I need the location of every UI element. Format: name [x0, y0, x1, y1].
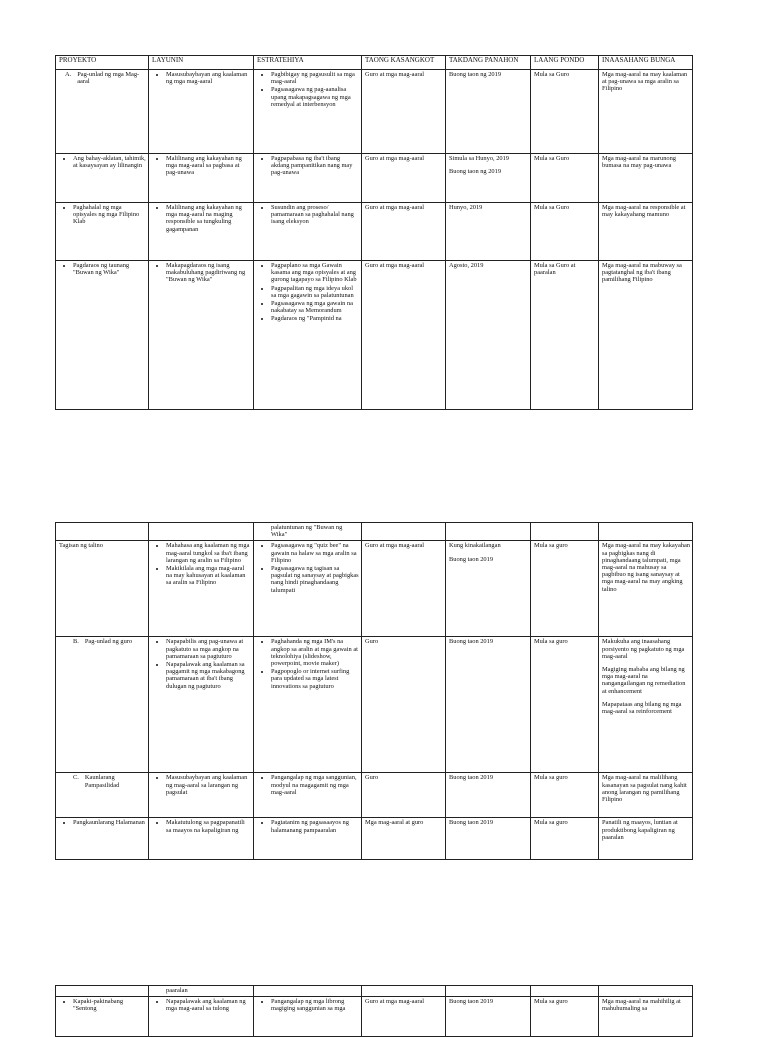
list-item: • Masusubaybayan ang kaalaman ng mga mag-aaral [166, 71, 251, 85]
estratehiya-cell [254, 541, 362, 637]
takdang-text: Buong taon ng 2019 [449, 168, 502, 176]
proyekto-cell [56, 70, 149, 154]
inaasahan-cell [599, 637, 693, 773]
inaasahan-cell: Panatili ng maayos, luntian at produktibong kapaligiran ng paaralan [599, 818, 693, 860]
list-item: • Paghahanda ng mga IM's na angkop sa aralin at mga gawain at teknolohiya (slideshow, powerpoint, movie maker) [271, 638, 359, 667]
list-item: • Napapalawak ang kaalaman sa paggamit ng mga makabagong pamamaraan at iba't ibang dulugan ng pagtuturo [166, 661, 251, 690]
table-row [56, 818, 693, 860]
list-item: • Masusubaybayan ang kaalaman ng mag-aaral sa larangan ng pagsulat [166, 774, 251, 796]
estratehiya-cell [254, 261, 362, 410]
header-proyekto: PROYEKTO [56, 56, 149, 70]
estratehiya-cell [254, 997, 362, 1037]
document-page-2 [0, 488, 768, 982]
laang-cell: Mula sa guro [531, 997, 599, 1037]
table-row [56, 154, 693, 203]
proyekto-cell [56, 154, 149, 203]
proyekto-text: • Paghahalal ng mga opisyales ng mga Filipino Klab [73, 204, 146, 226]
estratehiya-continuation [254, 523, 362, 541]
takdang-text: Hunyo, 2019 [449, 204, 483, 211]
takdang-text: Buong taon 2019 [449, 774, 494, 782]
inaasahan-text: Mapapataas ang bilang ng mga mag-aaral sa reinforcement [602, 700, 682, 716]
header-takdang-panahon: TAKDANG PANAHON [446, 56, 531, 70]
section-marker: B. [73, 638, 79, 646]
layunin-cell [149, 773, 254, 818]
layunin-cell [149, 818, 254, 860]
proyekto-text: • Kapaki-pakinabang "Sentong [73, 998, 146, 1012]
inaasahan-cell: Mga mag-aaral na responsible at may kakayahang mamuno [599, 203, 693, 261]
proyekto-cell [56, 818, 149, 860]
takdang-cell [446, 261, 531, 410]
laang-cell: Mula sa guro [531, 637, 599, 773]
taong-cell: Guro at mga mag-aaral [362, 997, 446, 1037]
list-item: • Makatutulong sa pagpapanatili sa maayos na kapaligiran ng [166, 819, 251, 833]
takdang-cell [446, 70, 531, 154]
table-row [56, 997, 693, 1037]
takdang-text: Buong taon 2019 [449, 555, 494, 563]
estratehiya-cell [254, 203, 362, 261]
list-item: • Pagpopoglo or internet surfing para updated sa mga latest innovations sa pagtuturo [271, 668, 359, 690]
takdang-text: Buong taon 2019 [449, 998, 494, 1006]
table-header-row [56, 56, 693, 70]
proyekto-text: Kaunlarang Pampasilidad [84, 774, 120, 789]
takdang-text: Buong taon 2019 [449, 819, 494, 827]
proyekto-text: • Ang bahay-aklatan, tahimik, at kasaysayan ay lilinangin [73, 155, 146, 169]
proyekto-text: Pag-unlad ng mga Mag-aaral [77, 71, 140, 86]
layunin-cell [149, 154, 254, 203]
proyekto-cell [56, 637, 149, 773]
continuation-row [56, 523, 693, 541]
takdang-text: Agosto, 2019 [449, 262, 484, 269]
takdang-cell [446, 818, 531, 860]
table-row [56, 203, 693, 261]
estratehiya-cell [254, 773, 362, 818]
taong-cell: Guro at mga mag-aaral [362, 203, 446, 261]
header-laang-pondo: LAANG PONDO [531, 56, 599, 70]
laang-cell: Mula sa guro [531, 541, 599, 637]
layunin-cell [149, 637, 254, 773]
plan-table-page-2 [55, 522, 693, 860]
list-item: • Pagtatanim ng pagsasaayos ng halamanang pampaaralan [271, 819, 359, 833]
continuation-text: palatuntunan ng "Buwan ng Wika" [271, 524, 343, 539]
section-marker: C. [73, 774, 79, 782]
list-item: • Malilinang ang kakayahan ng mga mag-aaral sa pagbasa at pag-unawa [166, 155, 251, 177]
taong-cell: Guro [362, 773, 446, 818]
laang-cell: Mula sa Guro [531, 203, 599, 261]
list-item: • Napapabilis ang pag-unawa at pagkatuto sa mga angkop na pamamaraan sa pagtuturo [166, 638, 251, 660]
header-taong-kasangkot: TAONG KASANGKOT [362, 56, 446, 70]
inaasahan-text: Magiging mababa ang bilang ng mga mag-aaral na nangangailangan ng remediation at enhancement [602, 666, 686, 695]
list-item: • Makikilala ang mga mag-aaral na may kahusayan at kaalaman sa aralin sa Filipino [166, 565, 251, 587]
inaasahan-cell: Mga mag-aaral na mahihilig at mahuhumaling sa [599, 997, 693, 1037]
inaasahan-cell: Mga mag-aaral na may kaalaman at pag-unawa sa mga aralin sa Filipino [599, 70, 693, 154]
laang-cell: Mula sa Guro [531, 70, 599, 154]
layunin-cell [149, 541, 254, 637]
plan-table-page-3 [55, 985, 693, 1037]
inaasahan-cell: Mga mag-aaral na marunong bumasa na may pag-unawa [599, 154, 693, 203]
estratehiya-cell [254, 637, 362, 773]
list-item: • Malilinang ang kakayahan ng mga mag-aaral na maging responsible sa tungkuling gagampanan [166, 204, 251, 233]
table-row [56, 773, 693, 818]
takdang-cell [446, 773, 531, 818]
proyekto-cell [56, 773, 149, 818]
takdang-cell [446, 997, 531, 1037]
taong-cell: Guro at mga mag-aaral [362, 154, 446, 203]
takdang-cell [446, 203, 531, 261]
document-page-1 [0, 0, 768, 488]
estratehiya-cell [254, 154, 362, 203]
estratehiya-cell [254, 70, 362, 154]
inaasahan-text: Makukuha ang inaasahang porsiyento ng pagkatuto ng mga mag-aaral [602, 638, 685, 660]
proyekto-text: Pag-unlad ng guro [84, 638, 133, 646]
laang-cell: Mula sa Guro at paaralan [531, 261, 599, 410]
takdang-cell [446, 637, 531, 773]
table-row [56, 70, 693, 154]
continuation-row [56, 986, 693, 997]
laang-cell: Mula sa guro [531, 818, 599, 860]
takdang-text: Buong taon 2019 [449, 638, 494, 646]
takdang-text: Kung kinakailangan [449, 542, 501, 550]
takdang-cell [446, 154, 531, 203]
list-item: • Pagsasagawa ng pag-aanalisa upang makapagsagawa ng mga remedyal at interbensyon [271, 86, 359, 108]
header-layunin: LAYUNIN [149, 56, 254, 70]
header-estratehiya: ESTRATEHIYA [254, 56, 362, 70]
proyekto-cell [56, 261, 149, 410]
layunin-cell [149, 261, 254, 410]
proyekto-text: • Pangkaunlarang Halamanan [73, 819, 146, 826]
list-item: • Pagpapabasa ng iba't ibang akdang pampanitikan nang may pag-unawa [271, 155, 359, 177]
list-item: • Pagdaraos ng "Pampinid na [271, 315, 359, 322]
proyekto-text: • Pagdaraos ng taunang "Buwan ng Wika" [73, 262, 146, 276]
laang-cell: Mula sa Guro [531, 154, 599, 203]
table-row [56, 637, 693, 773]
list-item: • Pagsasagawa ng mga gawain na nakabatay sa Memorandum [271, 300, 359, 314]
list-item: • Susundin ang proseso/ pamamaraan sa paghahalal nang isang eleksyon [271, 204, 359, 226]
layunin-cell [149, 203, 254, 261]
list-item: • Makapagdaraos ng isang makabuluhang pagdiriwang ng "Buwan ng Wika" [166, 262, 251, 284]
list-item: • Napapalawak ang kaalaman ng mga mag-aaral sa tulong [166, 998, 251, 1012]
takdang-text: Buong taon ng 2019 [449, 71, 502, 78]
table-row [56, 261, 693, 410]
takdang-text: Simula sa Hunyo, 2019 [449, 155, 509, 162]
layunin-cell [149, 70, 254, 154]
estratehiya-cell [254, 818, 362, 860]
inaasahan-cell: Mga mag-aaral na malilihang kasanayan sa pagsulat nang kahit anong larangan ng pamilihang Filipino [599, 773, 693, 818]
continuation-text: paaralan [166, 987, 188, 994]
list-item: • Pagpaplano sa mga Gawain kasama ang mga opisyales at ang gurong tagapayo sa Filipino Klab [271, 262, 359, 284]
list-item: • Pangangalap ng mga sanggunian, modyul na magagamit ng mga mag-aaral [271, 774, 359, 796]
proyekto-cell [56, 203, 149, 261]
list-item: • Pagpapalitan ng mga ideya ukol sa mga gagawin sa palatuntunan [271, 285, 359, 299]
taong-cell: Guro at mga mag-aaral [362, 261, 446, 410]
taong-cell: Mga mag-aaral at guro [362, 818, 446, 860]
document-page-3 [0, 982, 768, 1024]
plan-table-page-1 [55, 55, 693, 410]
header-inaasahang-bunga: INAASAHANG BUNGA [599, 56, 693, 70]
takdang-cell [446, 541, 531, 637]
table-row [56, 541, 693, 637]
taong-cell: Guro [362, 637, 446, 773]
inaasahan-cell: Mga mag-aaral na mabuway sa pagtatanghal ng iba't ibang pamilihang Filipino [599, 261, 693, 410]
section-marker: A. [65, 71, 72, 78]
proyekto-cell: Tagisan ng talino [56, 541, 149, 637]
list-item: • Pagbibigay ng pagsusulit sa mga mag-aaral [271, 71, 359, 85]
list-item: • Mahahasa ang kaalaman ng mga mag-aaral tungkol sa iba't ibang larangan ng aralin sa Filipino [166, 542, 251, 564]
taong-cell: Guro at mga mag-aaral [362, 70, 446, 154]
list-item: • Pagsasagawa ng "quiz bee" na gawain na halaw sa mga aralin sa Filipino [271, 542, 359, 564]
inaasahan-cell: Mga mag-aaral na may kakayahan sa pagbigkas nang di pinaghandaang talumpati, mga mag-aaral na mahusay sa pagbibuo ng isang sanaysay at mga mag-aaral na may angking talino [599, 541, 693, 637]
laang-cell: Mula sa guro [531, 773, 599, 818]
list-item: • Pagsasagawa ng tagisan sa pagsulat ng sanaysay at pagbigkas nang hindi pinaghandaang talumpati [271, 565, 359, 594]
layunin-cell [149, 997, 254, 1037]
list-item: • Pangangalap ng mga librong magiging sanggunian sa mga [271, 998, 359, 1012]
proyekto-cell [56, 997, 149, 1037]
layunin-continuation [149, 986, 254, 997]
taong-cell: Guro at mga mag-aaral [362, 541, 446, 637]
